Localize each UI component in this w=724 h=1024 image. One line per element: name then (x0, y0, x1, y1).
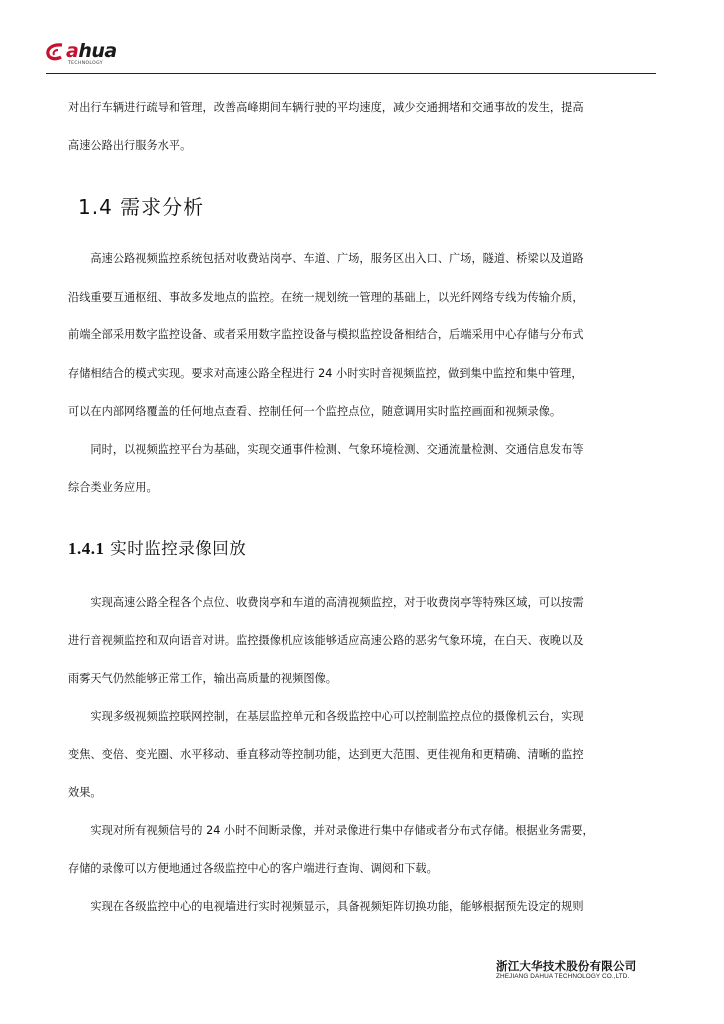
subsection-number: 1.4.1 (68, 539, 105, 558)
paragraph-line: 进行音视频监控和双向语音对讲。监控摄像机应该能够适应高速公路的恶劣气象环境，在白天、夜晚以及 (68, 634, 584, 647)
paragraph-line: 前端全部采用数字监控设备、或者采用数字监控设备与模拟监控设备相结合，后端采用中心存储与分布式 (68, 328, 584, 341)
paragraph-line: 实现高速公路全程各个点位、收费岗亭和车道的高清视频监控，对于收费岗亭等特殊区域，可以按需 (68, 596, 584, 609)
intro-line: 对出行车辆进行疏导和管理，改善高峰期间车辆行驶的平均速度，减少交通拥堵和交通事故的发生，提高 (68, 101, 584, 114)
intro-line: 高速公路出行服务水平。 (68, 139, 192, 152)
company-name-cn: 浙江大华技术股份有限公司 (496, 959, 637, 973)
paragraph-line: 沿线重要互通枢纽、事故多发地点的监控。在统一规划统一管理的基础上，以光纤网络专线为传输介质， (68, 291, 584, 304)
dahua-logo (46, 40, 136, 70)
paragraph-line: 实现对所有视频信号的 24 小时不间断录像，并对录像进行集中存储或者分布式存储。根据业务需要， (68, 824, 594, 837)
paragraph-line: 实现多级视频监控联网控制，在基层监控单元和各级监控中心可以控制监控点位的摄像机云台，实现 (68, 710, 584, 723)
header-divider (46, 73, 656, 74)
paragraph-line: 可以在内部网络覆盖的任何地点查看、控制任何一个监控点位，随意调用实时监控画面和视频录像。 (68, 405, 562, 418)
page-footer (496, 958, 656, 984)
paragraph-line: 变焦、变倍、变光圈、水平移动、垂直移动等控制功能，达到更大范围、更佳视角和更精确、清晰的监控 (68, 748, 584, 761)
paragraph-line: 高速公路视频监控系统包括对收费站岗亭、车道、广场，服务区出入口、广场，隧道、桥梁以及道路 (68, 252, 584, 265)
logo-wordmark: ahua (66, 40, 117, 62)
dahua-logo-mark-icon (46, 43, 68, 61)
paragraph-line: 同时，以视频监控平台为基础，实现交通事件检测、气象环境检测、交通流量检测、交通信息发布等 (68, 443, 584, 456)
paragraph-line: 效果。 (68, 786, 102, 799)
paragraph-line: 综合类业务应用。 (68, 481, 158, 494)
subsection-heading (68, 535, 246, 559)
paragraph-line: 雨雾天气仍然能够正常工作，输出高质量的视频图像。 (68, 672, 337, 685)
company-name-en: ZHEJIANG DAHUA TECHNOLOGY CO.,LTD. (496, 973, 630, 980)
paragraph-line: 存储相结合的模式实现。要求对高速公路全程进行 24 小时实时音视频监控，做到集中监控和集中管理， (68, 367, 583, 380)
paragraph-line: 实现在各级监控中心的电视墙进行实时视频显示，具备视频矩阵切换功能，能够根据预先设定的规则 (68, 900, 584, 913)
section-heading: 1.4 需求分析 (78, 195, 205, 219)
paragraph-line: 存储的录像可以方便地通过各级监控中心的客户端进行查询、调阅和下载。 (68, 862, 438, 875)
subsection-title: 实时监控录像回放 (110, 539, 247, 558)
page-header (46, 40, 656, 74)
logo-subtitle: TECHNOLOGY (68, 61, 103, 66)
